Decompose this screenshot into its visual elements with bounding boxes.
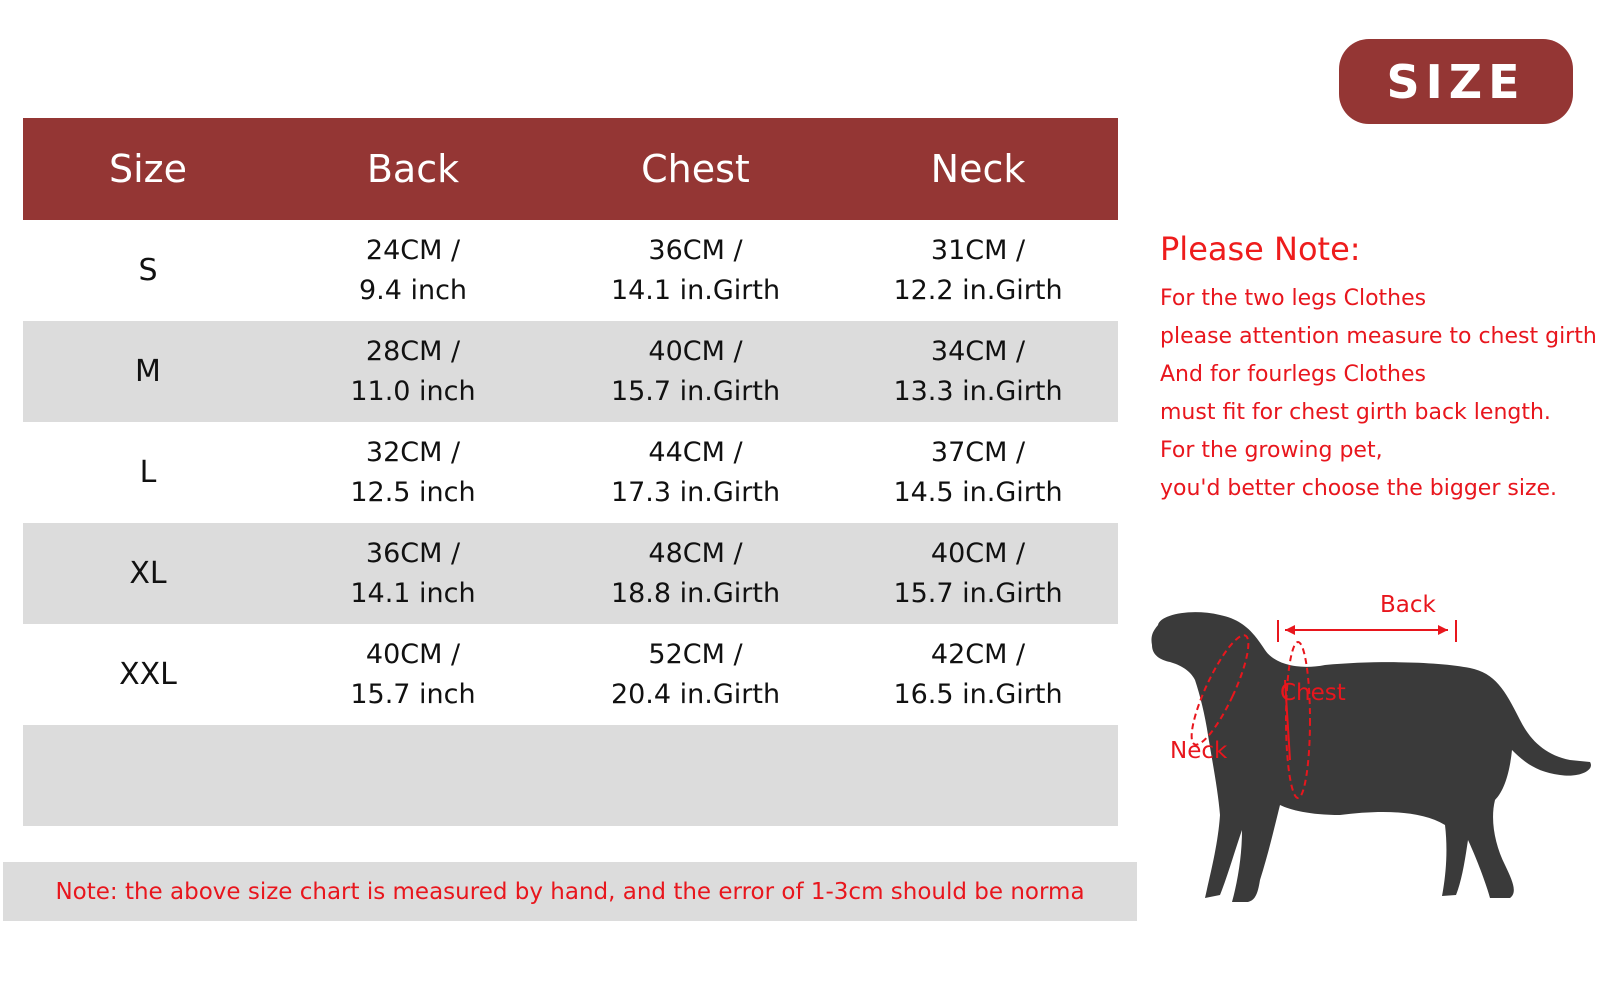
size-cell: XL [129,555,167,591]
table-row [23,220,1118,321]
please-note-title: Please Note: [1160,230,1361,268]
back-cell: 24CM / 9.4 inch [358,234,468,306]
header-neck: Neck [930,147,1026,191]
table-row [23,523,1118,624]
table-row [23,422,1118,523]
table-row [23,321,1118,422]
header-chest: Chest [641,147,750,191]
chest-cell: 52CM / 20.4 in.Girth [610,638,781,710]
header-size: Size [108,147,187,191]
note-line: please attention measure to chest girth [1160,324,1597,349]
note-line: And for fourlegs Clothes [1160,362,1426,387]
back-cell: 28CM / 11.0 inch [350,335,476,407]
neck-cell: 31CM / 12.2 in.Girth [893,234,1063,306]
size-badge: SIZE [1339,39,1573,124]
table-row-empty [23,725,1118,826]
neck-cell: 37CM / 14.5 in.Girth [893,436,1063,508]
chest-label: Chest [1280,680,1346,706]
chest-cell: 36CM / 14.1 in.Girth [610,234,781,306]
size-chart-table [23,118,1118,826]
back-cell: 36CM / 14.1 inch [350,537,476,609]
size-cell: M [135,353,161,389]
back-cell: 32CM / 12.5 inch [350,436,476,508]
table-header [23,118,1118,220]
note-line: For the growing pet, [1160,438,1383,463]
neck-cell: 42CM / 16.5 in.Girth [893,638,1063,710]
note-line: For the two legs Clothes [1160,286,1427,311]
note-line: must fit for chest girth back length. [1160,400,1551,425]
chest-cell: 44CM / 17.3 in.Girth [610,436,781,508]
chest-cell: 40CM / 15.7 in.Girth [610,335,781,407]
please-note-panel [1160,230,1600,508]
table-row [23,624,1118,725]
size-cell: XXL [119,656,177,692]
dog-silhouette-icon [1150,610,1600,920]
size-cell: S [138,252,158,288]
back-label: Back [1380,592,1436,618]
note-line: you'd better choose the bigger size. [1160,476,1558,501]
chest-cell: 48CM / 18.8 in.Girth [610,537,781,609]
neck-cell: 34CM / 13.3 in.Girth [893,335,1063,407]
header-back: Back [366,147,460,191]
neck-label: Neck [1170,738,1228,764]
back-cell: 40CM / 15.7 inch [350,638,476,710]
size-cell: L [139,454,157,490]
neck-cell: 40CM / 15.7 in.Girth [893,537,1063,609]
dog-measurement-diagram [1150,592,1600,920]
measurement-footnote: Note: the above size chart is measured by hand, and the error of 1-3cm should be norma [3,862,1137,921]
